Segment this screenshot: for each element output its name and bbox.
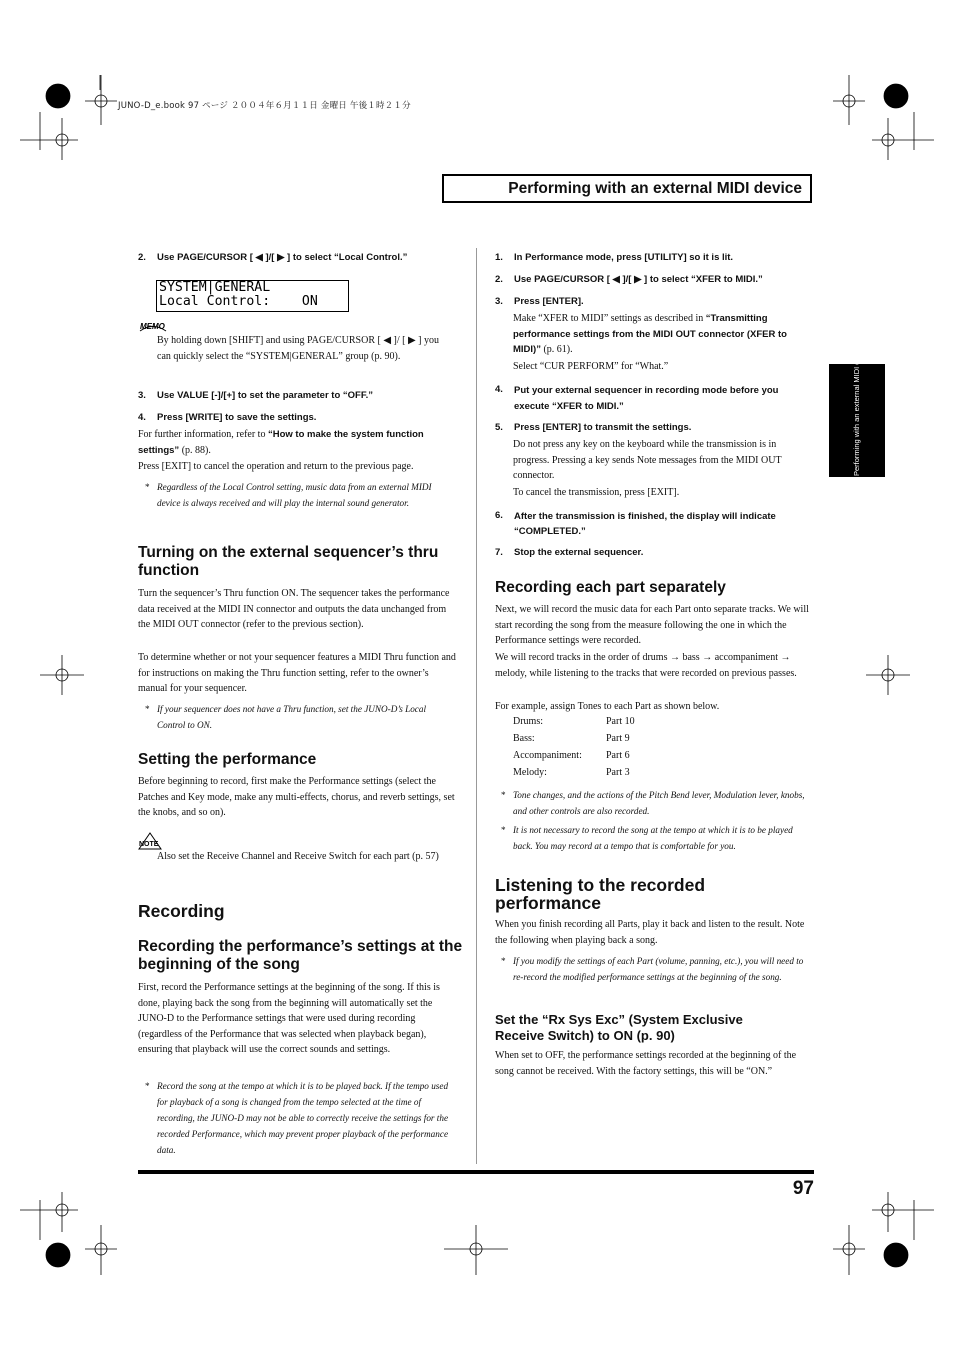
heading-rec-settings: Recording the performance’s settings at the beginning of the song: [138, 938, 463, 973]
step-r5-body2: To cancel the transmission, press [EXIT].: [513, 487, 680, 498]
part-name: Melody:: [513, 767, 547, 778]
part-number: Part 6: [606, 750, 630, 761]
exit-text: Press [EXIT] to cancel the operation and return to the previous page.: [138, 461, 414, 472]
heading-recording: Recording: [138, 901, 225, 921]
listen-paragraph: When you finish recording all Parts, play it back and listen to the result. Note the following when playing back a song.: [495, 919, 805, 946]
print-header: JUNO-D_e.book 97 ページ ２００４年６月１１日 金曜日 午後１時２１分: [118, 101, 411, 111]
step-number: 6.: [495, 510, 503, 521]
section-title-box: [442, 174, 812, 203]
rxsys-paragraph: When set to OFF, the performance settings recorded at the beginning of the song cannot be received. With the factory settings, this will be “ON.”: [495, 1050, 797, 1077]
table-row: [513, 733, 635, 750]
rec-paragraph: First, record the Performance settings at the beginning of the song. If this is done, playing back the song from the beginning will automatically set the JUNO-D to the Performance settings that were used during recording (regardless of the Performance that was selected when playback began), ensuring that playback will use the correct sounds and settings.: [138, 982, 440, 1056]
s3-post: (p. 61).: [540, 344, 573, 356]
thru-paragraph-1: Turn the sequencer’s Thru function ON. The sequencer takes the performance data received at the MIDI IN connector and outputs the data unchanged from the MIDI OUT connector (refer to the previous section).: [138, 588, 450, 631]
step-text: Stop the external sequencer.: [514, 547, 644, 558]
column-divider: [476, 248, 477, 1164]
side-tab: [829, 342, 885, 477]
step-number: 1.: [495, 252, 503, 263]
note-text: If your sequencer does not have a Thru function, set the JUNO-D’s Local Control to ON.: [157, 704, 427, 730]
page-number: 97: [792, 1178, 814, 1199]
each-paragraph-2: We will record tracks in the order of drums → bass → accompaniment → melody, while listening to the tracks that were recorded on previous passes.: [495, 652, 797, 679]
further-post: (p. 88).: [179, 444, 211, 456]
bottom-rule: [138, 1170, 814, 1174]
part-name: Bass:: [513, 733, 535, 744]
heading-thru: Turning on the external sequencer’s thru function: [138, 544, 439, 579]
step-text: Use VALUE [-]/[+] to set the parameter to “OFF.”: [157, 390, 373, 401]
step-number: 4.: [495, 384, 503, 395]
thru-paragraph-2: To determine whether or not your sequencer features a MIDI Thru function and for instructions on making the Thru function setting, refer to the owner’s manual for your sequencer.: [138, 652, 456, 695]
note-text: It is not necessary to record the song at the tempo at which it is to be played back. You may record at a tempo that is comfortable for you.: [513, 825, 793, 851]
note-text: Regardless of the Local Control setting, music data from an external MIDI device is always received and will play the internal sound generator.: [157, 482, 432, 508]
part-number: Part 9: [606, 733, 630, 744]
further-link[interactable]: “How to make the system function settings”: [138, 429, 424, 456]
step-number: 2.: [138, 252, 146, 263]
step-r3-body: [513, 311, 811, 358]
step-text: After the transmission is finished, the display will indicate “COMPLETED.”: [514, 511, 776, 537]
step-number: 4.: [138, 412, 146, 423]
note-text-receive: Also set the Receive Channel and Receive Switch for each part (p. 57): [157, 851, 439, 862]
setting-paragraph: Before beginning to record, first make the Performance settings (select the Patches and Key mode, make any multi-effects, chorus, and reverb settings, set the knobs, and so on).: [138, 776, 455, 819]
table-row: [513, 767, 635, 784]
part-number: Part 3: [606, 767, 630, 778]
step-text: Use PAGE/CURSOR [ ◀ ]/[ ▶ ] to select “XFER to MIDI.”: [514, 274, 763, 285]
heading-each: Recording each part separately: [495, 579, 726, 596]
table-row: [513, 750, 635, 767]
further-pre: For further information, refer to: [138, 429, 268, 440]
table-row: [513, 716, 635, 733]
lcd-line-2: Local Control: ON: [159, 294, 318, 309]
note-icon: [138, 832, 162, 850]
note-text: If you modify the settings of each Part (volume, panning, etc.), you will need to re-record the modified performance settings at the beginning of the song.: [513, 956, 804, 982]
step-number: 2.: [495, 274, 503, 285]
lcd-display: [156, 280, 349, 312]
heading-setting: Setting the performance: [138, 751, 317, 768]
lcd-line-1: SYSTEM|GENERAL: [159, 280, 271, 295]
step-text: In Performance mode, press [UTILITY] so it is lit.: [514, 252, 734, 263]
step-number: 3.: [495, 296, 503, 307]
step-text: Put your external sequencer in recording mode before you execute “XFER to MIDI.”: [514, 385, 779, 412]
part-number: Part 10: [606, 716, 635, 727]
heading-rxsys: Set the “Rx Sys Exc” (System Exclusive Receive Switch) to ON (p. 90): [495, 1012, 743, 1043]
each-paragraph-1: Next, we will record the music data for each Part onto separate tracks. We will start recording the song from the measure following the one in which the Performance settings were recorded.: [495, 604, 809, 647]
part-name: Drums:: [513, 716, 543, 727]
step-text: Press [WRITE] to save the settings.: [157, 412, 317, 423]
note-icon-label: NOTE: [139, 841, 159, 848]
memo-icon: [138, 320, 168, 334]
step-text: Press [ENTER].: [514, 296, 584, 307]
section-title: Performing with an external MIDI device: [508, 180, 802, 197]
heading-listen: Listening to the recorded performance: [495, 875, 706, 913]
step-text: Use PAGE/CURSOR [ ◀ ]/[ ▶ ] to select “Local Control.”: [157, 252, 408, 263]
further-info: [138, 427, 438, 458]
part-name: Accompaniment:: [513, 750, 582, 761]
memo-text: By holding down [SHIFT] and using PAGE/CURSOR [ ◀ ]/ [ ▶ ] you can quickly select the “SYSTEM|GENERAL” group (p. 90).: [157, 335, 439, 362]
step-number: 7.: [495, 547, 503, 558]
s3-pre: Make “XFER to MIDI” settings as described in: [513, 313, 706, 324]
note-text: Tone changes, and the actions of the Pitch Bend lever, Modulation lever, knobs, and other controls are also recorded.: [513, 790, 805, 816]
each-paragraph-3: For example, assign Tones to each Part as shown below.: [495, 701, 720, 712]
side-tab-label: Performing with an external MIDI device: [852, 342, 861, 476]
s3-link[interactable]: “Transmitting performance settings from the MIDI OUT connector (XFER to MIDI)”: [513, 313, 787, 356]
step-r3-body2: Select “CUR PERFORM” for “What.”: [513, 361, 669, 372]
step-number: 3.: [138, 390, 146, 401]
step-number: 5.: [495, 422, 503, 433]
note-text: Record the song at the tempo at which it is to be played back. If the tempo used for playback of a song is changed from the tempo selected at the time of recording, the JUNO-D may not be able to correctly receive the settings for the recorded Performance, which may prevent proper playback of the performance data.: [157, 1081, 449, 1155]
parts-table: [513, 716, 635, 784]
step-text: Press [ENTER] to transmit the settings.: [514, 422, 692, 433]
step-r5-body: Do not press any key on the keyboard while the transmission is in progress. Pressing a key sends Note messages from the MIDI OUT connector.: [513, 439, 782, 482]
memo-icon-label: MEMO: [140, 322, 165, 331]
